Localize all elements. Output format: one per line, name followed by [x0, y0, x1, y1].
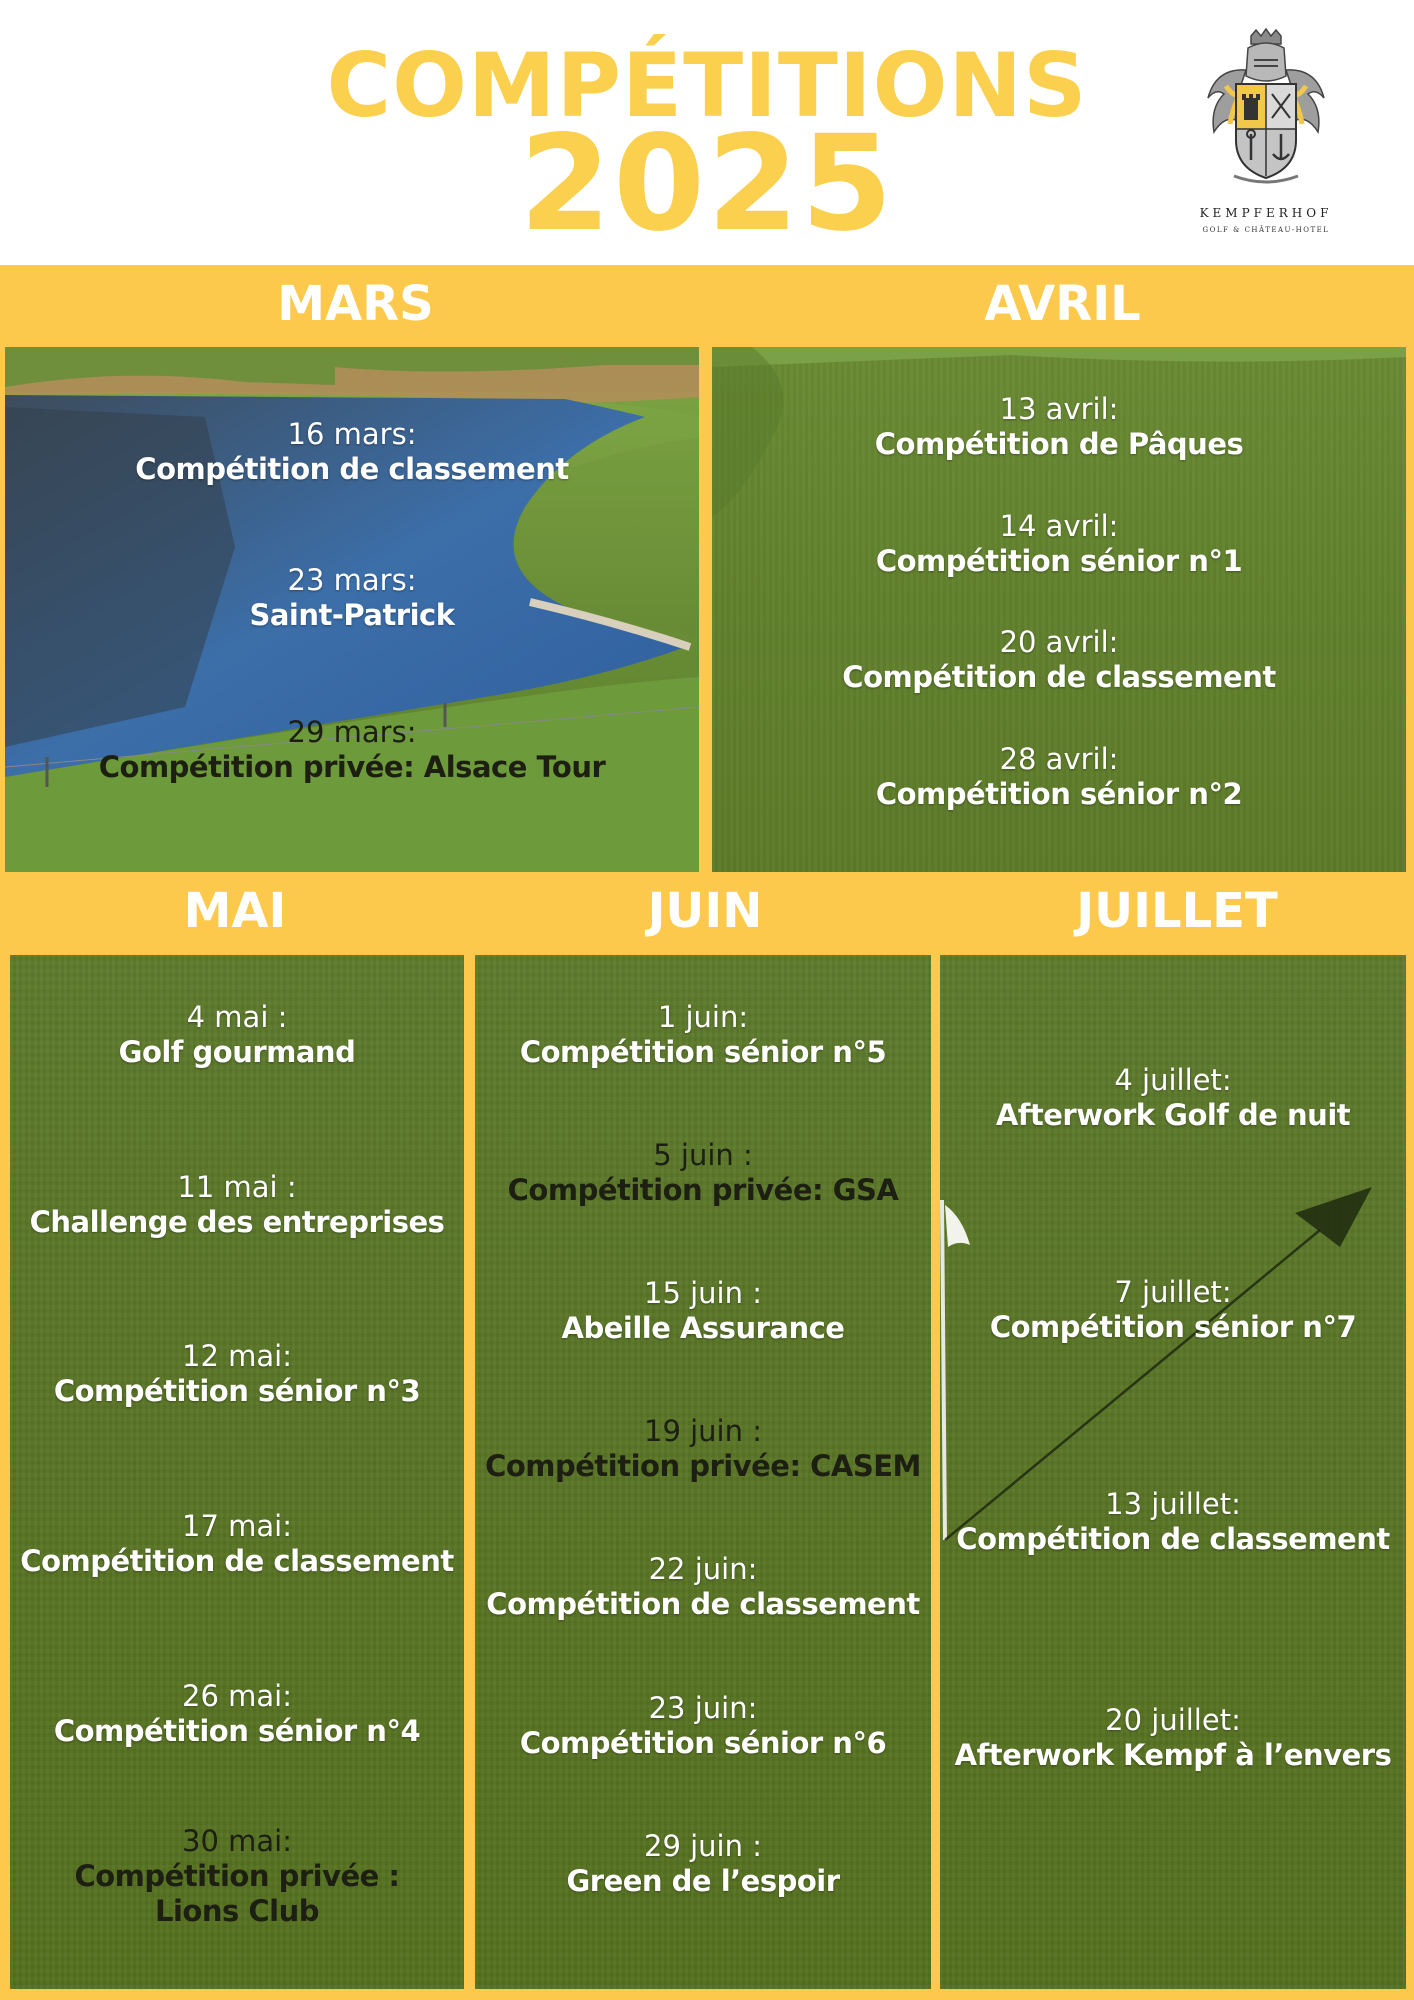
list-item: [10, 1509, 464, 1579]
event-name: Compétition privée: GSA: [507, 1172, 899, 1207]
event-date: 13 juillet:: [1105, 1487, 1241, 1521]
list-item: [475, 1829, 931, 1899]
page-title: COMPÉTITIONS: [326, 34, 1088, 137]
list-item: [475, 1276, 931, 1346]
event-name: Compétition de classement: [20, 1543, 454, 1578]
event-name: Saint-Patrick: [249, 597, 455, 632]
event-name: Compétition sénior n°6: [519, 1725, 887, 1760]
event-name: Compétition sénior n°1: [875, 543, 1243, 578]
event-date: 1 juin:: [657, 1000, 749, 1034]
event-name: Compétition de Pâques: [874, 426, 1244, 461]
page-year: 2025: [519, 107, 895, 261]
list-item: [475, 1691, 931, 1761]
list-item: [5, 417, 699, 487]
event-date: 23 juin:: [648, 1691, 758, 1725]
event-name: Green de l’espoir: [566, 1863, 840, 1898]
list-item: [475, 1000, 931, 1070]
list-item: [10, 1170, 464, 1240]
list-item: [940, 1703, 1406, 1773]
event-name: Compétition sénior n°7: [989, 1309, 1357, 1344]
list-item: [712, 392, 1406, 462]
event-date: 14 avril:: [999, 509, 1119, 543]
event-date: 7 juillet:: [1114, 1275, 1232, 1309]
month-title-avril: AVRIL: [984, 276, 1141, 332]
event-name: Compétition de classement: [956, 1521, 1390, 1556]
list-item: [10, 1000, 464, 1070]
logo-name: KEMPFERHOF: [1199, 206, 1333, 220]
list-item: [940, 1275, 1406, 1345]
panel-juillet: [940, 955, 1406, 1989]
list-item: [10, 1679, 464, 1749]
list-item: [712, 509, 1406, 579]
event-date: 11 mai :: [177, 1170, 297, 1204]
panel-mars: [5, 347, 699, 872]
event-name: Compétition de classement: [486, 1586, 920, 1621]
list-item: [475, 1552, 931, 1622]
month-title-mai: MAI: [183, 883, 287, 939]
event-date: 20 juillet:: [1105, 1703, 1241, 1737]
list-item: [475, 1138, 931, 1208]
event-name: Abeille Assurance: [561, 1310, 845, 1345]
event-name: Compétition de classement: [842, 659, 1276, 694]
list-item: [10, 1824, 464, 1928]
event-date: 19 juin :: [644, 1414, 762, 1448]
event-date: 15 juin :: [644, 1276, 762, 1310]
event-date: 30 mai:: [182, 1824, 292, 1858]
panel-juin: [475, 955, 931, 1989]
event-name: Challenge des entreprises: [29, 1204, 445, 1239]
panel-avril: [712, 347, 1406, 872]
header: [0, 0, 1414, 265]
event-date: 12 mai:: [182, 1339, 292, 1373]
event-name: Compétition sénior n°3: [53, 1373, 421, 1408]
list-item: [10, 1339, 464, 1409]
event-date: 4 juillet:: [1114, 1063, 1232, 1097]
month-title-juin: JUIN: [647, 883, 763, 939]
event-name: Compétition privée :: [74, 1858, 400, 1893]
list-item: [940, 1063, 1406, 1133]
event-date: 29 juin :: [644, 1829, 762, 1863]
event-name: Compétition sénior n°4: [53, 1713, 421, 1748]
crest-icon: [1196, 28, 1336, 203]
event-name-line2: Lions Club: [155, 1893, 319, 1928]
event-name: Compétition sénior n°2: [875, 776, 1243, 811]
list-item: [712, 742, 1406, 812]
event-date: 17 mai:: [182, 1509, 292, 1543]
list-item: [940, 1487, 1406, 1557]
event-name: Afterwork Golf de nuit: [995, 1097, 1351, 1132]
logo-subtitle: GOLF & CHÂTEAU-HOTEL: [1202, 226, 1330, 234]
event-date: 4 mai :: [186, 1000, 288, 1034]
event-date: 20 avril:: [999, 625, 1119, 659]
event-date: 5 juin :: [653, 1138, 753, 1172]
list-item: [475, 1414, 931, 1484]
event-name: Compétition privée: Alsace Tour: [98, 749, 606, 784]
event-date: 16 mars:: [287, 417, 417, 451]
event-name: Golf gourmand: [118, 1034, 356, 1069]
event-date: 13 avril:: [999, 392, 1119, 426]
month-title-mars: MARS: [277, 276, 434, 332]
event-date: 22 juin:: [648, 1552, 758, 1586]
panel-mai: [10, 955, 464, 1989]
event-name: Compétition privée: CASEM: [485, 1448, 921, 1483]
kempferhof-logo: [1186, 28, 1346, 248]
event-date: 23 mars:: [287, 563, 417, 597]
list-item: [5, 715, 699, 785]
event-date: 28 avril:: [999, 742, 1119, 776]
event-name: Compétition de classement: [135, 451, 569, 486]
list-item: [5, 563, 699, 633]
event-name: Compétition sénior n°5: [519, 1034, 887, 1069]
event-date: 26 mai:: [182, 1679, 292, 1713]
month-title-juillet: JUILLET: [1076, 883, 1278, 939]
event-name: Afterwork Kempf à l’envers: [954, 1737, 1392, 1772]
list-item: [712, 625, 1406, 695]
event-date: 29 mars:: [287, 715, 417, 749]
